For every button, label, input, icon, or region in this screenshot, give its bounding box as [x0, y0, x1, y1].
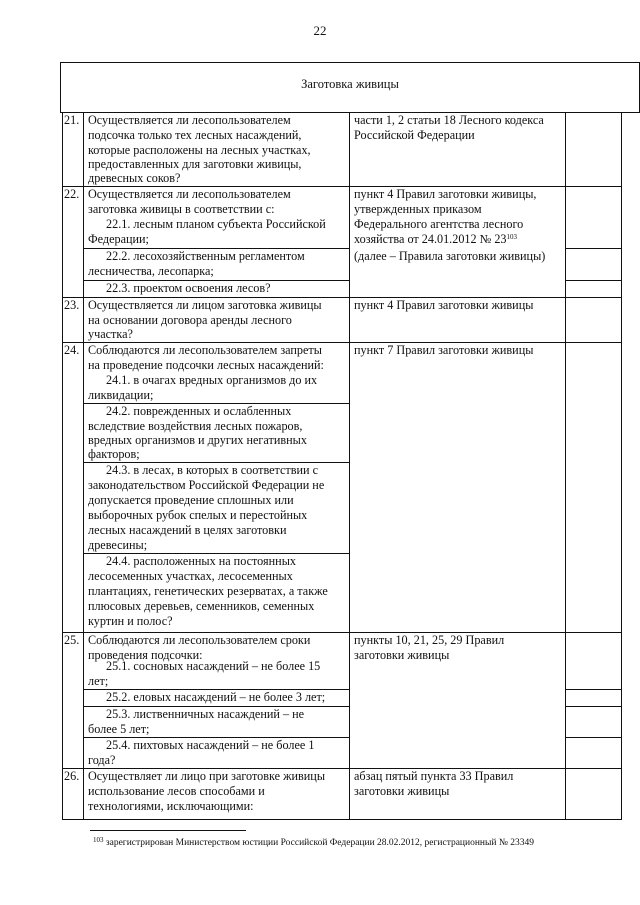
col-sep-num — [83, 112, 84, 820]
question-line: технологиями, исключающими: — [88, 799, 254, 813]
question-line: предоставленных для заготовки живицы, — [88, 157, 302, 171]
row-number: 22. — [64, 187, 80, 201]
question-line: Соблюдаются ли лесопользователем сроки — [88, 633, 311, 647]
subrow-sep-last — [565, 737, 622, 738]
subitem-line: 22.1. лесным планом субъекта Российской — [106, 217, 326, 231]
col-sep-question — [349, 112, 350, 820]
subitem-line: допускается проведение сплошных или — [88, 493, 294, 507]
reference-line: заготовки живицы — [354, 784, 450, 798]
subitem-line: года? — [88, 753, 116, 767]
subitem-line: 25.4. пихтовых насаждений – не более 1 — [106, 738, 315, 752]
question-line: проведения подсочки: — [88, 648, 203, 662]
question-line: подсочка только тех лесных насаждений, — [88, 128, 302, 142]
footnote — [93, 838, 534, 848]
question-line: Соблюдаются ли лесопользователем запреты — [88, 343, 322, 357]
subitem-line: лесосеменных участках, лесосеменных — [88, 569, 293, 583]
reference-line: утвержденных приказом — [354, 202, 482, 216]
subitem-line: законодательством Российской Федерации не — [88, 478, 325, 492]
subitem-line: 22.3. проектом освоения лесов? — [106, 281, 271, 295]
reference-line: Федерального агентства лесного — [354, 217, 524, 231]
subrow-sep-last — [565, 248, 622, 249]
subitem-line: древесины; — [88, 538, 148, 552]
col-sep-reference — [565, 112, 566, 820]
question-line: использование лесов способами и — [88, 784, 265, 798]
subitem-line: 24.3. в лесах, в которых в соответствии с — [106, 463, 319, 477]
subrow-sep-last — [565, 689, 622, 690]
reference-line: пункт 7 Правил заготовки живицы — [354, 343, 534, 357]
subitem-line: 24.1. в очагах вредных организмов до их — [106, 373, 318, 387]
reference-line: пункт 4 Правил заготовки живицы — [354, 298, 534, 312]
subitem-line: 24.2. поврежденных и ослабленных — [106, 404, 292, 418]
page-number: 22 — [313, 23, 327, 38]
subitem-line: вредных организмов и других негативных — [88, 433, 307, 447]
subitem-line: куртин и полос? — [88, 614, 173, 628]
question-line: Осуществляется ли лицом заготовка живицы — [88, 298, 322, 312]
question-line: Осуществляет ли лицо при заготовке живицы — [88, 769, 326, 783]
footnote-ref: 103 — [506, 233, 518, 241]
question-line: на основании договора аренды лесного — [88, 313, 292, 327]
question-line: Осуществляется ли лесопользователем — [88, 187, 291, 201]
reference-line: заготовки живицы — [354, 648, 450, 662]
reference-line: Российской Федерации — [354, 128, 475, 142]
reference-line: (далее – Правила заготовки живицы) — [354, 249, 546, 263]
reference-line — [354, 232, 517, 247]
reference-text: хозяйства от 24.01.2012 № 23 — [354, 232, 507, 246]
subitem-line: лесных насаждений в целях заготовки — [88, 523, 287, 537]
subitem-line: ликвидации; — [88, 388, 154, 402]
subitem-line: 25.3. лиственничных насаждений – не — [106, 707, 305, 721]
subitem-line: лесничества, лесопарка; — [88, 264, 214, 278]
row-number: 23. — [64, 298, 80, 312]
footnote-rule — [90, 830, 246, 831]
row-number: 21. — [64, 113, 80, 127]
subitem-line: более 5 лет; — [88, 722, 150, 736]
reference-line: абзац пятый пункта 33 Правил — [354, 769, 514, 783]
subrow-sep-last — [565, 706, 622, 707]
footnote-text: зарегистрирован Министерством юстиции Российской Федерации 28.02.2012, регистрационный № 23349 — [105, 838, 535, 848]
question-line: заготовка живицы в соответствии с: — [88, 202, 275, 216]
footnote-number: 103 — [93, 836, 104, 844]
subitem-line: 25.1. сосновых насаждений – не более 15 — [106, 659, 321, 673]
subrow-sep-last — [565, 280, 622, 281]
row-number: 25. — [64, 633, 80, 647]
row-number: 26. — [64, 769, 80, 783]
subitem-line: плюсовых деревьев, семенников, семенных — [88, 599, 315, 613]
subitem-line: лет; — [88, 674, 109, 688]
subitem-line: 25.2. еловых насаждений – не более 3 лет; — [106, 690, 326, 704]
subitem-line: выборочных рубок спелых и перестойных — [88, 508, 308, 522]
subitem-line: Федерации; — [88, 232, 149, 246]
question-line: на проведение подсочки лесных насаждений: — [88, 358, 324, 372]
subitem-line: 22.2. лесохозяйственным регламентом — [106, 249, 305, 263]
reference-line: пункт 4 Правил заготовки живицы, — [354, 187, 537, 201]
question-line: которые расположены на лесных участках, — [88, 143, 311, 157]
subitem-line: 24.4. расположенных на постоянных — [106, 554, 296, 568]
subitem-line: плантациях, генетических резерватах, а также — [88, 584, 328, 598]
row-number: 24. — [64, 343, 80, 357]
question-line: древесных соков? — [88, 171, 181, 185]
question-line: участка? — [88, 327, 133, 341]
reference-line: части 1, 2 статьи 18 Лесного кодекса — [354, 113, 544, 127]
reference-line: пункты 10, 21, 25, 29 Правил — [354, 633, 505, 647]
subitem-line: факторов; — [88, 447, 140, 461]
question-line: Осуществляется ли лесопользователем — [88, 113, 291, 127]
section-title: Заготовка живицы — [301, 77, 399, 91]
subitem-line: вследствие воздействия лесных пожаров, — [88, 419, 303, 433]
